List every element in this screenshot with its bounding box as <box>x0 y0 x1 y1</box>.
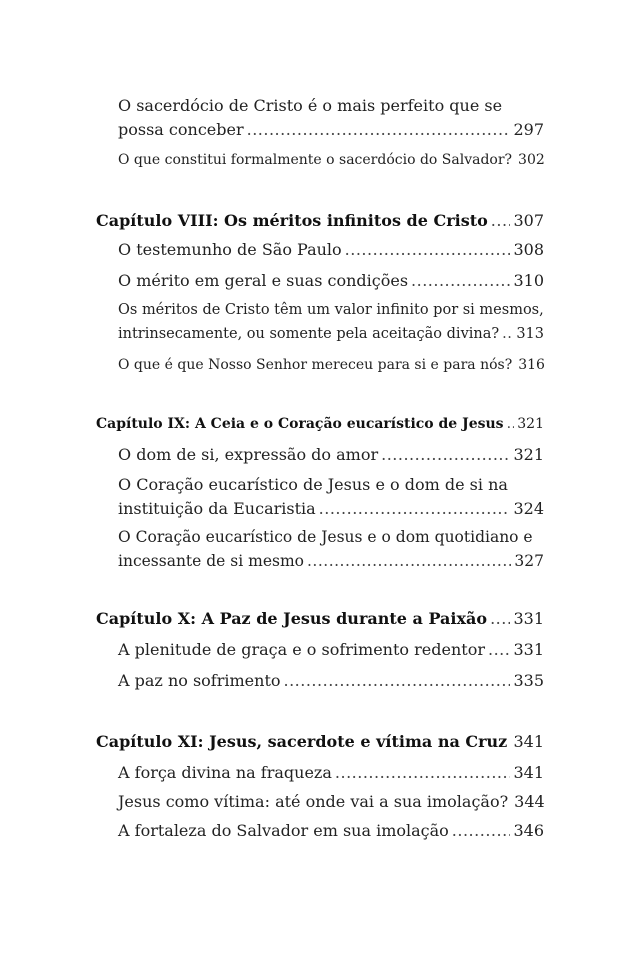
toc-page-number: 324 <box>513 499 544 518</box>
toc-entry <box>118 94 544 142</box>
dot-leader <box>502 322 513 346</box>
toc-entry-title-line1: O sacerdócio de Cristo é o mais perfeito que se <box>118 96 503 115</box>
dot-leader <box>490 607 510 631</box>
toc-chapter-heading <box>96 209 544 233</box>
dot-leader <box>381 443 510 467</box>
toc-entry-title-line2: intrinsecamente, ou somente pela aceitação divina? <box>118 326 500 342</box>
dot-leader <box>319 497 511 521</box>
dot-leader <box>307 549 511 573</box>
chapter-title: Capítulo VIII: Os méritos infinitos de Cristo <box>96 211 488 230</box>
toc-page-number: 327 <box>514 552 544 570</box>
chapter-title: Capítulo XI: Jesus, sacerdote e vítima na Cruz <box>96 732 508 751</box>
dot-leader <box>411 269 510 293</box>
toc-page-number: 341 <box>513 732 544 751</box>
toc-page-number: 308 <box>513 240 544 259</box>
toc-entry <box>118 638 544 662</box>
toc-entry-title-line2: instituição da Eucaristia <box>118 499 316 518</box>
toc-page-number: 344 <box>514 792 545 811</box>
toc-entry <box>118 443 544 467</box>
toc-page-number: 313 <box>516 326 544 342</box>
toc-entry-title: A plenitude de graça e o sofrimento redentor <box>118 640 485 659</box>
toc-page-number: 297 <box>513 120 544 139</box>
dot-leader <box>507 412 515 436</box>
toc-page-number: 302 <box>518 152 545 168</box>
toc-entry <box>118 819 544 843</box>
toc-page-number: 321 <box>513 445 544 464</box>
toc-chapter-heading <box>96 730 544 754</box>
dot-leader <box>452 819 511 843</box>
toc-entry-title: A fortaleza do Salvador em sua imolação <box>118 821 449 840</box>
toc-entry <box>118 525 544 573</box>
dot-leader <box>335 761 511 785</box>
dot-leader <box>284 669 511 693</box>
toc-entry-title: A força divina na fraqueza <box>118 763 332 782</box>
toc-entry <box>118 238 544 262</box>
toc-page-number: 310 <box>513 271 544 290</box>
toc-entry-title: O mérito em geral e suas condições <box>118 271 409 290</box>
toc-entry <box>118 790 544 814</box>
toc-page-number: 335 <box>513 671 544 690</box>
toc-entry-title-line2: possa conceber <box>118 120 244 139</box>
toc-entry-title: O testemunho de São Paulo <box>118 240 342 259</box>
toc-chapter-heading <box>96 607 544 631</box>
toc-entry-title: O dom de si, expressão do amor <box>118 445 379 464</box>
toc-entry-title: O que constitui formalmente o sacerdócio do Salvador? <box>118 152 513 168</box>
toc-page-number: 346 <box>513 821 544 840</box>
toc-page-number: 307 <box>513 211 544 230</box>
dot-leader <box>345 238 511 262</box>
toc-entry-title: Jesus como vítima: até onde vai a sua imolação? <box>118 792 509 811</box>
toc-entry-title: O que é que Nosso Senhor mereceu para si e para nós? <box>118 357 513 373</box>
dot-leader <box>491 209 511 233</box>
toc-chapter-heading <box>96 412 544 436</box>
toc-entry <box>118 761 544 785</box>
toc-entry <box>118 298 544 346</box>
dot-leader <box>488 638 510 662</box>
toc-page-number: 341 <box>513 763 544 782</box>
toc-entry-title-line1: O Coração eucarístico de Jesus e o dom de si na <box>118 475 508 494</box>
toc-page-number: 321 <box>517 416 544 432</box>
toc-entry <box>118 269 544 293</box>
toc-entry-title: A paz no sofrimento <box>118 671 281 690</box>
toc-entry <box>118 353 544 377</box>
toc-page-number: 316 <box>518 357 545 373</box>
toc-entry-title-line2: incessante de si mesmo <box>118 552 304 570</box>
toc-entry <box>118 473 544 521</box>
toc-entry <box>118 148 544 172</box>
chapter-title: Capítulo X: A Paz de Jesus durante a Paixão <box>96 609 488 628</box>
dot-leader <box>247 118 511 142</box>
toc-page-number: 331 <box>513 609 544 628</box>
chapter-title: Capítulo IX: A Ceia e o Coração eucarístico de Jesus <box>96 416 504 432</box>
toc-entry-title-line1: O Coração eucarístico de Jesus e o dom quotidiano e <box>118 528 533 546</box>
toc-entry-title-line1: Os méritos de Cristo têm um valor infinito por si mesmos, <box>118 302 544 318</box>
toc-page-number: 331 <box>513 640 544 659</box>
toc-entry <box>118 669 544 693</box>
